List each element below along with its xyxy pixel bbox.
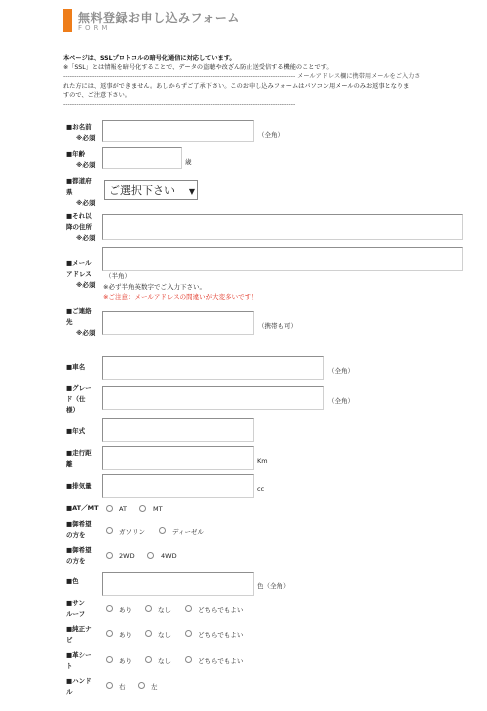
color-input[interactable] bbox=[102, 572, 254, 596]
address-label-line: ■それ以 bbox=[66, 212, 92, 220]
dropdown-arrow-icon: ▼ bbox=[188, 187, 195, 196]
email-input[interactable] bbox=[102, 247, 463, 271]
prefecture-label-line: ■都道府 bbox=[66, 177, 92, 185]
handle-label-line: ル bbox=[66, 688, 73, 696]
age-label: ■年齢 bbox=[66, 150, 86, 158]
notice-line: ※「SSL」とは情報を暗号化することで、データの盗聴や改ざん防止送受信する機能のことです。 bbox=[63, 64, 333, 72]
contact-label-line: ■ご連絡 bbox=[66, 307, 92, 315]
displacement-label: ■排気量 bbox=[66, 482, 92, 490]
fuel-option: ディーゼル bbox=[172, 528, 204, 536]
year-input[interactable] bbox=[102, 418, 254, 442]
drive-label-line: の方を bbox=[66, 557, 86, 565]
car-name-label: ■車名 bbox=[66, 363, 86, 371]
prefecture-select-value: ご選択下さい bbox=[109, 184, 175, 197]
sunroof-option: あり bbox=[119, 606, 132, 614]
navi-label bbox=[66, 624, 92, 646]
navi-label-line: ■純正ナ bbox=[66, 625, 92, 633]
handle-label bbox=[66, 676, 92, 698]
navi-option: どちらでもよい bbox=[198, 631, 244, 639]
sunroof-option: なし bbox=[158, 606, 171, 614]
grade-label-line: ■グレー bbox=[66, 384, 92, 392]
car-name-input[interactable] bbox=[102, 356, 324, 380]
contact-label-line: 先 bbox=[66, 318, 73, 326]
mileage-input[interactable] bbox=[102, 446, 254, 470]
required-mark: ※必須 bbox=[76, 281, 96, 289]
mileage-label-line: ■走行距 bbox=[66, 449, 92, 457]
required-mark: ※必須 bbox=[76, 134, 96, 142]
name-label: ■お名前 bbox=[66, 123, 92, 131]
fuel-label-line: ■御希望 bbox=[66, 520, 92, 528]
drive-label-line: ■御希望 bbox=[66, 546, 92, 554]
drive-radio-2wd[interactable] bbox=[106, 552, 113, 559]
navi-radio-either[interactable] bbox=[185, 630, 192, 637]
prefecture-select[interactable] bbox=[104, 180, 198, 200]
notice-line: 本ページは、SSLプロトコルの暗号化通信に対応しています。 bbox=[63, 55, 236, 62]
email-label-line: アドレス bbox=[66, 270, 92, 278]
fuel-radio-gasoline[interactable] bbox=[106, 527, 113, 534]
sunroof-radio-yes[interactable] bbox=[106, 605, 113, 612]
required-mark: ※必須 bbox=[76, 199, 96, 207]
fuel-option: ガソリン bbox=[119, 528, 145, 536]
grade-label-line: ド（仕 bbox=[66, 395, 86, 403]
leather-radio-no[interactable] bbox=[145, 656, 152, 663]
transmission-option: MT bbox=[153, 505, 163, 513]
sunroof-label-line: ■サン bbox=[66, 599, 85, 607]
email-label-line: ■メール bbox=[66, 259, 92, 267]
leather-radio-either[interactable] bbox=[185, 656, 192, 663]
navi-label-line: ビ bbox=[66, 636, 73, 644]
notice-line: -------------------------------------------------------------------------------------------------------- メールアドレス欄に携帯用メールをご入力さ bbox=[63, 73, 421, 81]
drive-option: 2WD bbox=[119, 552, 135, 560]
ssl-notice bbox=[63, 54, 467, 109]
notice-line: すので、ご注意下さい。 bbox=[63, 91, 131, 99]
navi-option: なし bbox=[158, 631, 171, 639]
address-label-line: 降の住所 bbox=[66, 223, 92, 231]
displacement-unit: cc bbox=[257, 485, 265, 493]
handle-option: 右 bbox=[119, 683, 126, 691]
age-unit: 歳 bbox=[185, 158, 192, 166]
required-mark: ※必須 bbox=[76, 161, 96, 169]
name-input[interactable] bbox=[102, 120, 254, 142]
transmission-label: ■AT／MT bbox=[66, 504, 99, 512]
notice-line: れた方には、返事ができません。あしからずご了承下さい。このお申し込みフォームはパソコン用メールのみお返事となりま bbox=[63, 82, 410, 90]
email-half-note: （半角） bbox=[105, 272, 131, 280]
sunroof-radio-either[interactable] bbox=[185, 605, 192, 612]
leather-option: なし bbox=[158, 657, 171, 665]
email-warning: ※ご注意：メールアドレスの間違いが大変多いです！ bbox=[103, 293, 258, 301]
handle-radio-right[interactable] bbox=[106, 682, 113, 689]
leather-radio-yes[interactable] bbox=[106, 656, 113, 663]
leather-label-line: ト bbox=[66, 662, 73, 670]
contact-label bbox=[66, 306, 92, 328]
mileage-label bbox=[66, 448, 92, 470]
grade-label bbox=[66, 383, 92, 416]
prefecture-label bbox=[66, 176, 92, 198]
displacement-input[interactable] bbox=[102, 474, 254, 498]
leather-seat-label bbox=[66, 650, 92, 672]
sunroof-label-line: ルーフ bbox=[66, 610, 86, 618]
grade-label-line: 様） bbox=[66, 406, 79, 414]
transmission-radio-at[interactable] bbox=[106, 505, 113, 512]
contact-note: （携帯も可） bbox=[258, 322, 297, 330]
handle-option: 左 bbox=[151, 683, 158, 691]
drive-option: 4WD bbox=[161, 552, 177, 560]
grade-note: （全角） bbox=[328, 397, 354, 405]
fuel-label bbox=[66, 519, 92, 541]
sunroof-radio-no[interactable] bbox=[145, 605, 152, 612]
leather-option: あり bbox=[119, 657, 132, 665]
leather-label-line: ■革シー bbox=[66, 651, 92, 659]
grade-input[interactable] bbox=[102, 386, 324, 410]
required-mark: ※必須 bbox=[76, 329, 96, 337]
handle-label-line: ■ハンド bbox=[66, 677, 92, 685]
mileage-label-line: 離 bbox=[66, 460, 73, 468]
navi-radio-no[interactable] bbox=[145, 630, 152, 637]
handle-radio-left[interactable] bbox=[138, 682, 145, 689]
year-label: ■年式 bbox=[66, 427, 86, 435]
mileage-unit: Km bbox=[257, 457, 268, 465]
transmission-radio-mt[interactable] bbox=[139, 505, 146, 512]
address-label bbox=[66, 211, 92, 233]
drive-radio-4wd[interactable] bbox=[147, 552, 154, 559]
transmission-option: AT bbox=[119, 505, 127, 513]
sunroof-option: どちらでもよい bbox=[198, 606, 244, 614]
notice-divider: -------------------------------------------------------------------------------------------------------- bbox=[63, 101, 296, 109]
navi-option: あり bbox=[119, 631, 132, 639]
color-label: ■色 bbox=[66, 577, 79, 585]
email-label bbox=[66, 258, 92, 280]
email-instruction: ※必ず半角英数字でご入力下さい。 bbox=[103, 283, 206, 291]
header-accent-bar bbox=[63, 9, 72, 32]
page-subtitle: FORM bbox=[78, 24, 111, 32]
sunroof-label bbox=[66, 598, 85, 620]
leather-option: どちらでもよい bbox=[198, 657, 244, 665]
name-note: （全角） bbox=[258, 131, 284, 139]
color-note: 色（全角） bbox=[257, 582, 290, 590]
required-mark: ※必須 bbox=[76, 234, 96, 242]
contact-input[interactable] bbox=[102, 311, 254, 335]
prefecture-label-line: 県 bbox=[66, 188, 73, 196]
address-input[interactable] bbox=[102, 214, 463, 240]
car-name-note: （全角） bbox=[328, 367, 354, 375]
age-input[interactable] bbox=[102, 147, 182, 169]
page-title: 無料登録お申し込みフォーム bbox=[78, 11, 240, 25]
fuel-radio-diesel[interactable] bbox=[159, 527, 166, 534]
fuel-label-line: の方を bbox=[66, 531, 86, 539]
drive-label bbox=[66, 545, 92, 567]
navi-radio-yes[interactable] bbox=[106, 630, 113, 637]
